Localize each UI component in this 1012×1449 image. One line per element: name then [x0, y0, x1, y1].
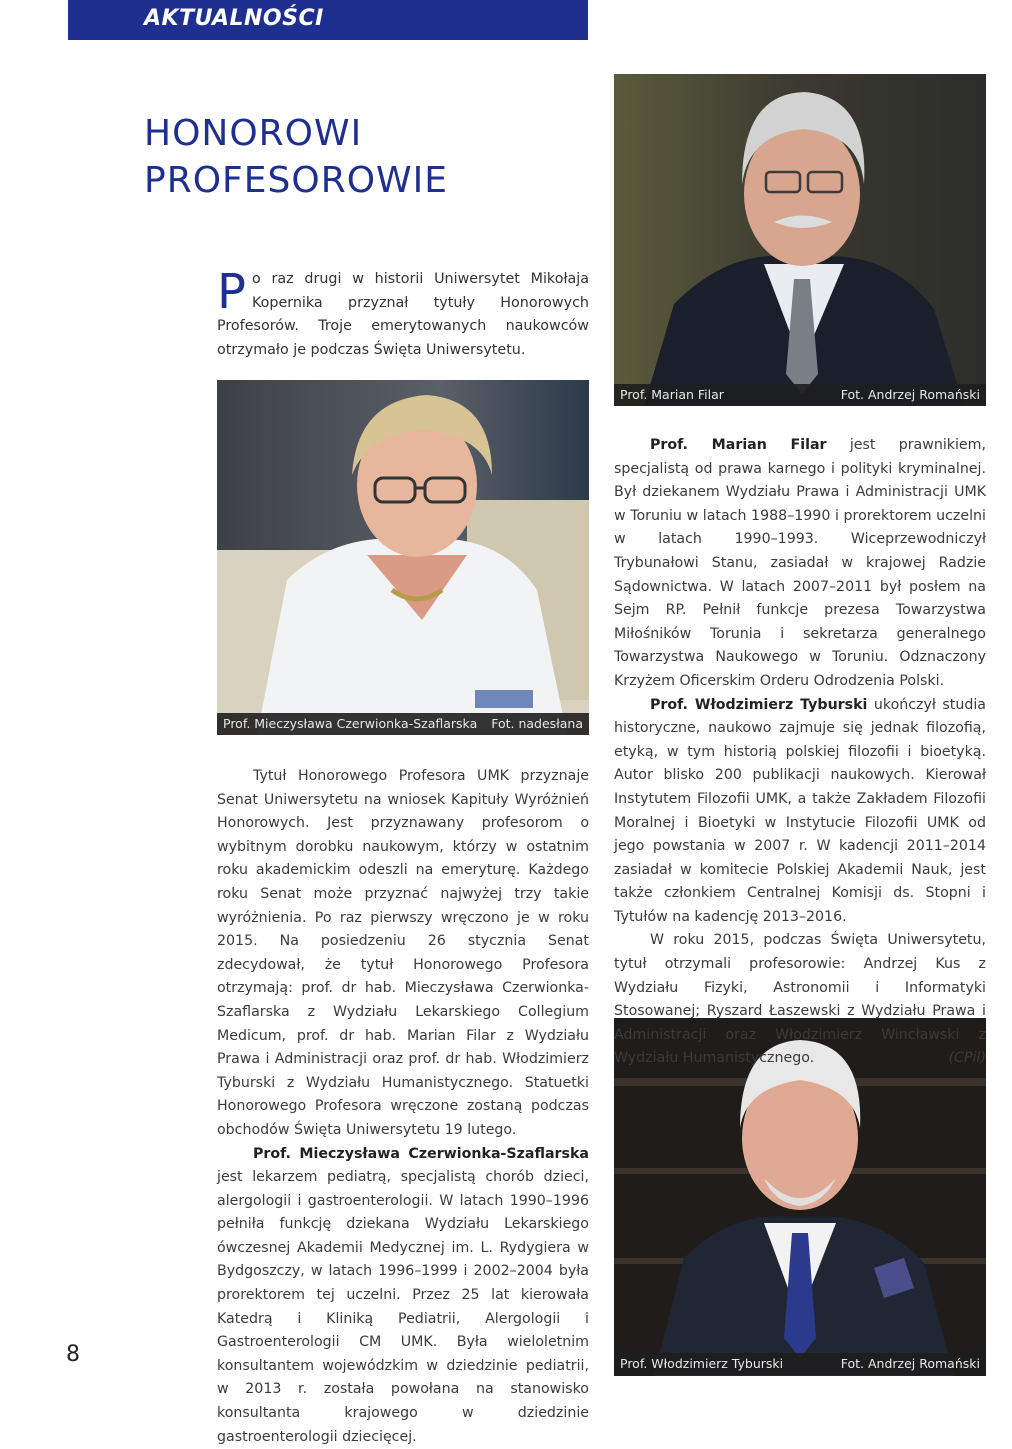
- caption-name: Prof. Mieczysława Czerwionka-Szaflarska: [223, 713, 477, 735]
- caption-credit: Fot. Andrzej Romański: [841, 1353, 980, 1375]
- paragraph: [217, 1143, 589, 1449]
- portrait-man-glasses-image: [614, 74, 986, 406]
- photo-caption: [614, 1353, 986, 1375]
- photo-wlodzimierz-tyburski: [614, 1018, 986, 1376]
- paragraph-text: W roku 2015, podczas Święta Uniwersytetu, tytuł otrzymali profesorowie: Andrzej Kus z Wydziału Fizyki, Astronomii i Informatyki Stosowanej; Ryszard Łaszewski z Wydziału Prawa i Administracji oraz Włodzimierz Wincławski z Wydziału Humanistycznego.: [614, 932, 986, 1066]
- photo-caption: [614, 384, 986, 406]
- lead-paragraph: [217, 268, 589, 362]
- person-name: Prof. Włodzimierz Tyburski: [650, 697, 867, 713]
- drop-cap: P: [217, 272, 246, 312]
- caption-credit: Fot. nadesłana: [491, 713, 583, 735]
- photo-czerwionka-szaflarska: [217, 380, 589, 735]
- portrait-man-beard-image: [614, 1018, 986, 1376]
- lead-text: o raz drugi w historii Uniwersytet Mikołaja Kopernika przyznał tytuły Honorowych Profesorów. Troje emerytowanych naukowców otrzymało je podczas Święta Uniwersytetu.: [217, 271, 589, 358]
- paragraph-text: jest lekarzem pediatrą, specjalistą chorób dzieci, alergologii i gastroenterologii. W latach 1990–1996 pełniła funkcję dziekana Wydziału Lekarskiego ówczesnej Akademii Medycznej im. L. Rydygiera w Bydgoszczy, w latach 1996–1999 i 2002–2004 była prorektorem tej uczelni. Przez 25 lat kierowała Katedrą i Kliniką Pediatrii, Alergologii i Gastroenterologii CM UMK. Była wieloletnim konsultantem wojewódzkim w dziedzinie pediatrii, w 2013 r. została powołana na stanowisko konsultanta krajowego w dziedzinie gastroenterologii dziecięcej.: [217, 1169, 589, 1445]
- paragraph: [614, 929, 986, 1071]
- section-banner: [68, 0, 588, 40]
- photo-marian-filar: [614, 74, 986, 406]
- person-name: Prof. Marian Filar: [650, 437, 827, 453]
- title-line-1: HONOROWI: [144, 110, 448, 157]
- right-column-text: [614, 434, 986, 1071]
- left-column-text: [217, 765, 589, 1449]
- caption-name: Prof. Marian Filar: [620, 384, 724, 406]
- title-line-2: PROFESOROWIE: [144, 157, 448, 204]
- paragraph-text: jest prawnikiem, specjalistą od prawa karnego i polityki kryminalnej. Był dziekanem Wydziału Prawa i Administracji UMK w Toruniu w latach 1988–1990 i prorektorem uczelni w latach 1990–1993. Wiceprzewodniczył Trybunałowi Stanu, zasiadał w krajowej Radzie Sądownictwa. W latach 2007–2011 był posłem na Sejm RP. Pełnił funkcje prezesa Towarzystwa Miłośników Torunia i sekretarza generalnego Towarzystwa Naukowego w Toruniu. Odznaczony Krzyżem Oficerskim Orderu Odrodzenia Polski.: [614, 437, 986, 689]
- paragraph: Tytuł Honorowego Profesora UMK przyznaje Senat Uniwersytetu na wniosek Kapituły Wyróżnień Honorowych. Jest przyznawany profesorom o wybitnym dorobku naukowym, którzy w ostatnim roku akademickim odeszli na emeryturę. Każdego roku Senat może przyznać najwyżej trzy takie wyróżnienia. Po raz pierwszy wręczono je w roku 2015. Na posiedzeniu 26 stycznia Senat zdecydował, że tytuł Honorowego Profesora otrzymają: prof. dr hab. Mieczysława Czerwionka-Szaflarska z Wydziału Lekarskiego Collegium Medicum, prof. dr hab. Marian Filar z Wydziału Prawa i Administracji oraz prof. dr hab. Włodzimierz Tyburski z Wydziału Humanistycznego. Statuetki Honorowego Profesora wręczone zostaną podczas obchodów Święta Uniwersytetu 19 lutego.: [217, 765, 589, 1143]
- caption-credit: Fot. Andrzej Romański: [841, 384, 980, 406]
- section-label: AKTUALNOŚCI: [144, 6, 324, 31]
- page-number: 8: [66, 1342, 80, 1367]
- paragraph: [614, 434, 986, 694]
- person-name: Prof. Mieczysława Czerwionka-Szaflarska: [253, 1146, 589, 1162]
- paragraph: [614, 694, 986, 930]
- caption-name: Prof. Włodzimierz Tyburski: [620, 1353, 783, 1375]
- page-title: [144, 110, 448, 204]
- photo-caption: [217, 713, 589, 735]
- portrait-woman-image: [217, 380, 589, 735]
- paragraph-text: ukończył studia historyczne, naukowo zajmuje się jednak filozofią, etyką, w tym historią polskiej filozofii i bioetyką. Autor blisko 200 publikacji naukowych. Kierował Instytutem Filozofii UMK, a także Zakładem Filozofii Moralnej i Bioetyki w Instytucie Filozofii UMK od jego powstania w 2007 r. W kadencji 2011–2014 zasiadał w komitecie Polskiej Akademii Nauk, jest także członkiem Centralnej Komisji ds. Stopni i Tytułów na kadencję 2013–2016.: [614, 697, 986, 925]
- author-signature: (CPil): [913, 1047, 986, 1071]
